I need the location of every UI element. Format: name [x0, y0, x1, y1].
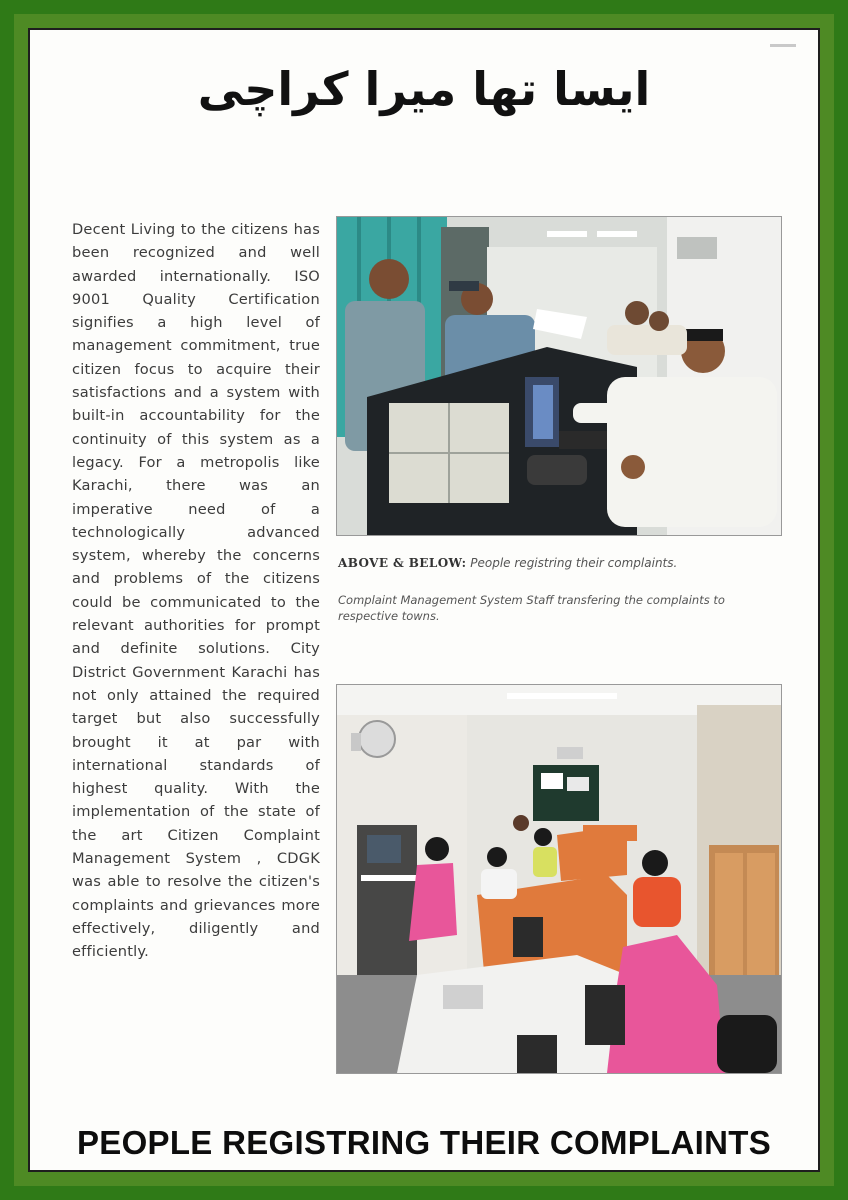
photo-complaint-office [336, 684, 782, 1074]
caption-main: People registring their complaints. [470, 556, 678, 570]
caption-lead: ABOVE & BELOW: [338, 556, 467, 570]
article-body: Decent Living to the citizens has been recognized and well awarded internationally. ISO 9001 Quality Certification signifies a high level of management commitment, true citizen focus to acquire their satisfactions and a system with built-in accountability for the continuity of this system as a legacy. For a metropolis like Karachi, there was an imperative need of a technologically advanced system, whereby the concerns and problems of the citizens could be communicated to the relevant authorities for prompt and definite solutions. City District Government Karachi has not only attained the required target but also successfully brought it at par with international standards of highest quality. With the implementation of the state of the art Citizen Complaint Management System , CDGK was able to resolve the citizen's complaints and grievances more effectively, diligently and efficiently. [72, 221, 320, 961]
photo-complaint-counter [336, 216, 782, 536]
corner-mark [770, 44, 796, 47]
caption-above-below [338, 556, 778, 570]
caption-secondary: Complaint Management System Staff transfering the complaints to respective towns. [338, 593, 725, 623]
footer-banner: PEOPLE REGISTRING THEIR COMPLAINTS [76, 1124, 772, 1161]
urdu-title: ایسا تھا میرا کراچی [197, 62, 651, 116]
